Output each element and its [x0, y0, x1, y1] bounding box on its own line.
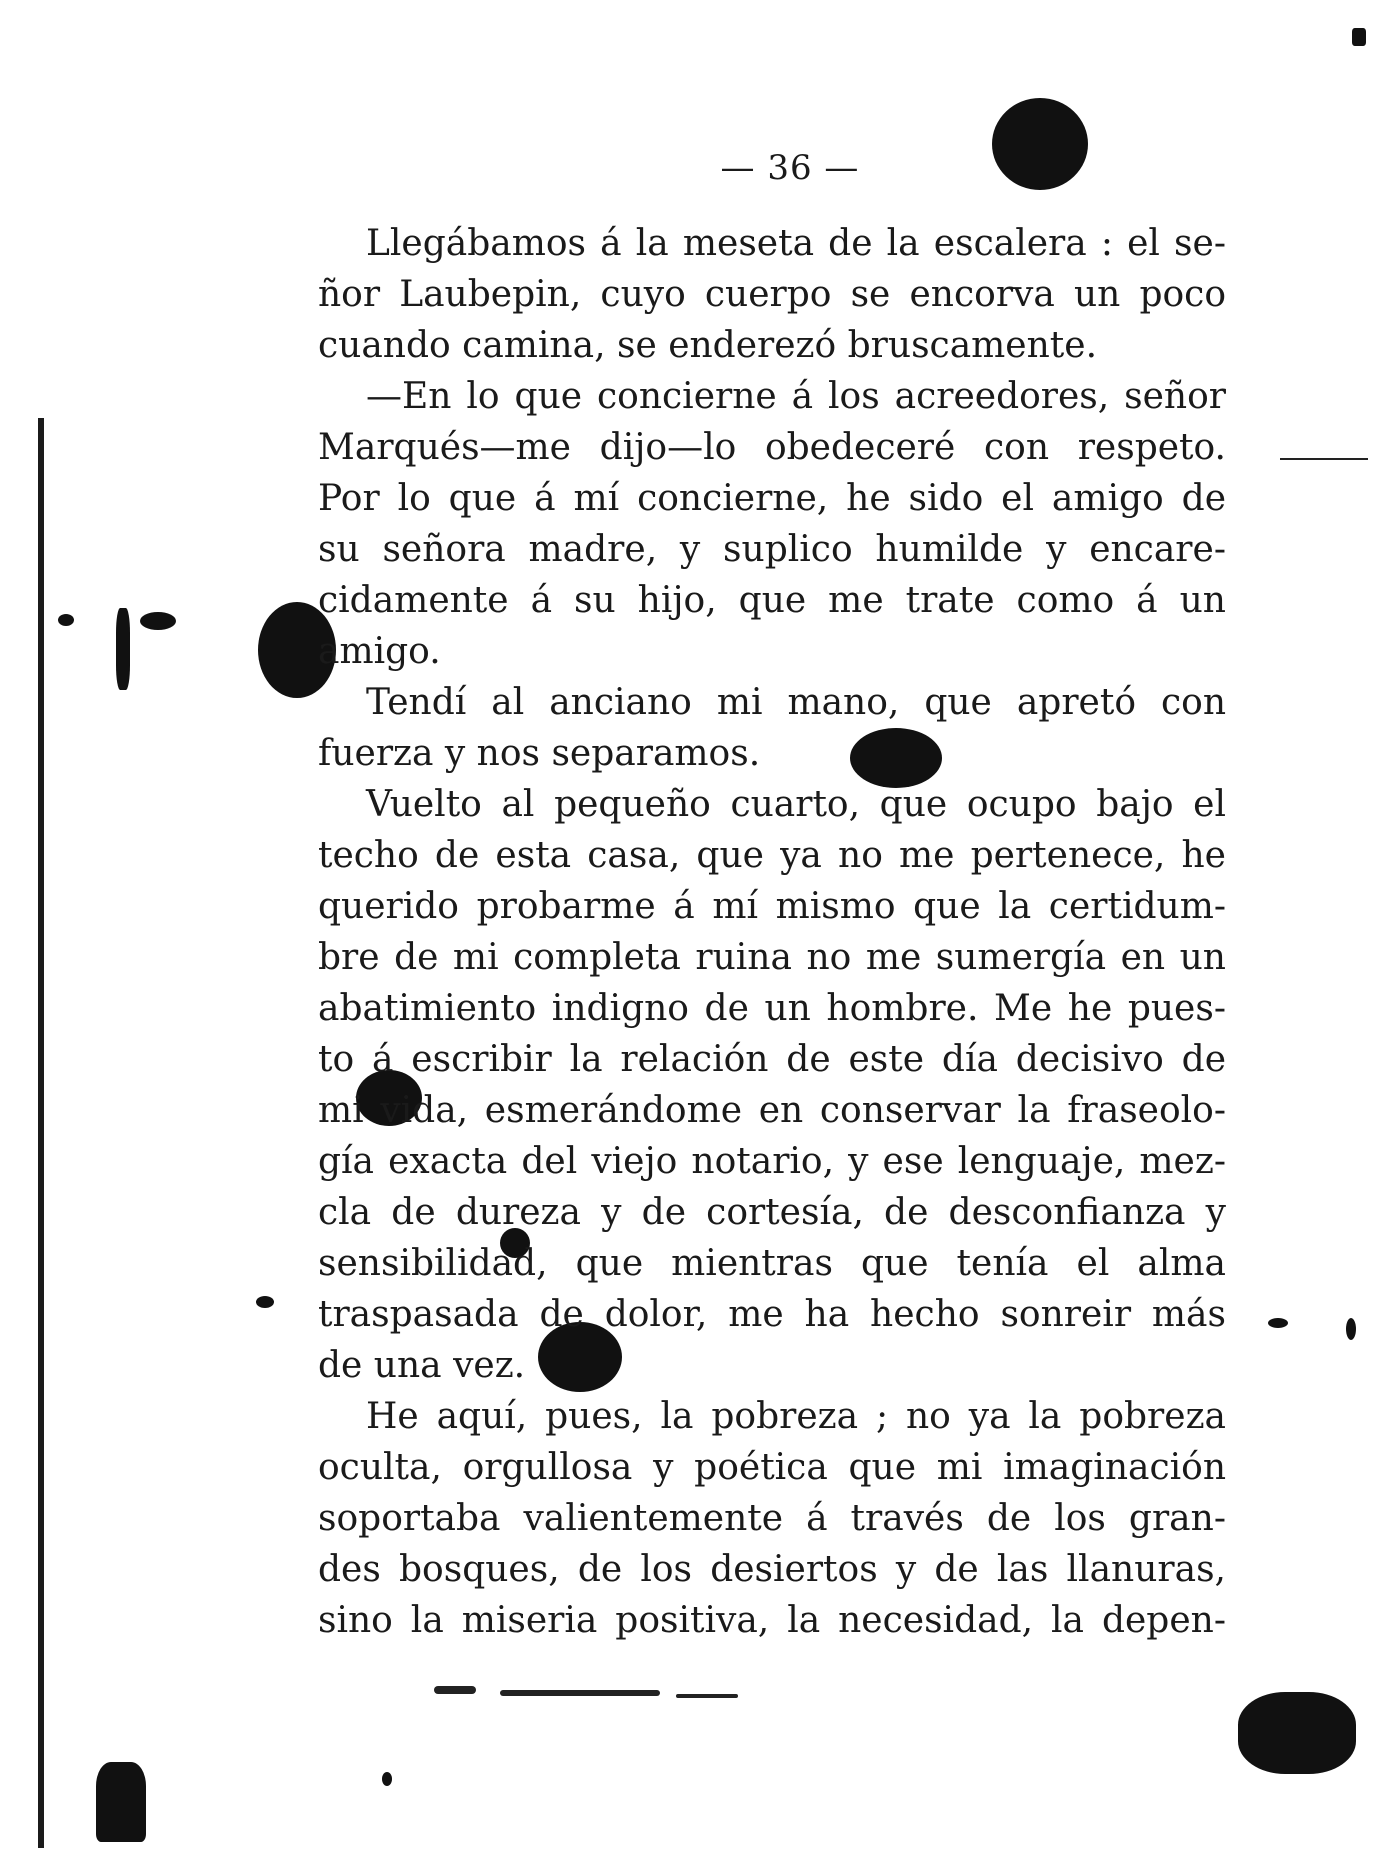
text-line: abatimiento indigno de un hombre. Me he pues-: [318, 988, 1226, 1029]
left-margin-shadow: [38, 418, 44, 1848]
ink-blot: [116, 608, 130, 690]
text-line: cidamente á su hijo, que me trate como á un: [318, 580, 1226, 621]
ink-blot: [140, 612, 176, 630]
text-line: de una vez.: [318, 1345, 526, 1386]
text-line: Marqués—me dijo—lo obedeceré con respeto.: [318, 427, 1226, 468]
ink-blot: [256, 1296, 274, 1308]
text-line: soportaba valientemente á través de los gran-: [318, 1498, 1226, 1539]
text-line: ñor Laubepin, cuyo cuerpo se encorva un poco: [318, 274, 1226, 315]
text-line: Por lo que á mí concierne, he sido el amigo de: [318, 478, 1226, 519]
ink-blot: [992, 98, 1088, 190]
ink-blot: [1352, 28, 1366, 46]
text-line: amigo.: [318, 631, 441, 672]
bottom-ink-stroke: [676, 1694, 738, 1698]
text-line: sensibilidad, que mientras que tenía el alma: [318, 1243, 1226, 1284]
text-line: des bosques, de los desiertos y de las llanuras,: [318, 1549, 1226, 1590]
text-line: su señora madre, y suplico humilde y encare-: [318, 529, 1226, 570]
ink-blot: [1346, 1318, 1356, 1340]
ink-blot: [58, 614, 74, 626]
text-line: —En lo que concierne á los acreedores, señor: [366, 376, 1226, 417]
body-text: [318, 218, 1226, 1646]
text-line: Tendí al anciano mi mano, que apretó con: [366, 682, 1226, 723]
text-line: querido probarme á mí mismo que la certidum-: [318, 886, 1226, 927]
text-line: He aquí, pues, la pobreza ; no ya la pobreza: [366, 1396, 1226, 1437]
text-line: bre de mi completa ruina no me sumergía en un: [318, 937, 1226, 978]
ink-blot: [382, 1772, 392, 1786]
text-line: gía exacta del viejo notario, y ese lenguaje, mez-: [318, 1141, 1226, 1182]
text-line: techo de esta casa, que ya no me pertenece, he: [318, 835, 1226, 876]
text-line: traspasada de dolor, me ha hecho sonreir más: [318, 1294, 1226, 1335]
text-line: sino la miseria positiva, la necesidad, la depen-: [318, 1600, 1226, 1641]
text-line: cla de dureza y de cortesía, de desconfianza y: [318, 1192, 1226, 1233]
page-number: — 36 —: [720, 148, 860, 188]
text-line: mi vida, esmerándome en conservar la fraseolo-: [318, 1090, 1226, 1131]
text-line: fuerza y nos separamos.: [318, 733, 761, 774]
text-line: Llegábamos á la meseta de la escalera : el se-: [366, 223, 1226, 264]
text-line: to á escribir la relación de este día decisivo de: [318, 1039, 1226, 1080]
text-line: Vuelto al pequeño cuarto, que ocupo bajo el: [366, 784, 1226, 825]
bottom-ink-stroke: [434, 1686, 476, 1694]
bottom-ink-stroke: [500, 1690, 660, 1696]
text-line: oculta, orgullosa y poética que mi imaginación: [318, 1447, 1226, 1488]
ink-blot: [1268, 1318, 1288, 1328]
margin-stroke: [1280, 458, 1368, 460]
text-line: cuando camina, se enderezó bruscamente.: [318, 325, 1098, 366]
ink-blot: [1238, 1692, 1356, 1774]
ink-blot: [96, 1762, 146, 1842]
